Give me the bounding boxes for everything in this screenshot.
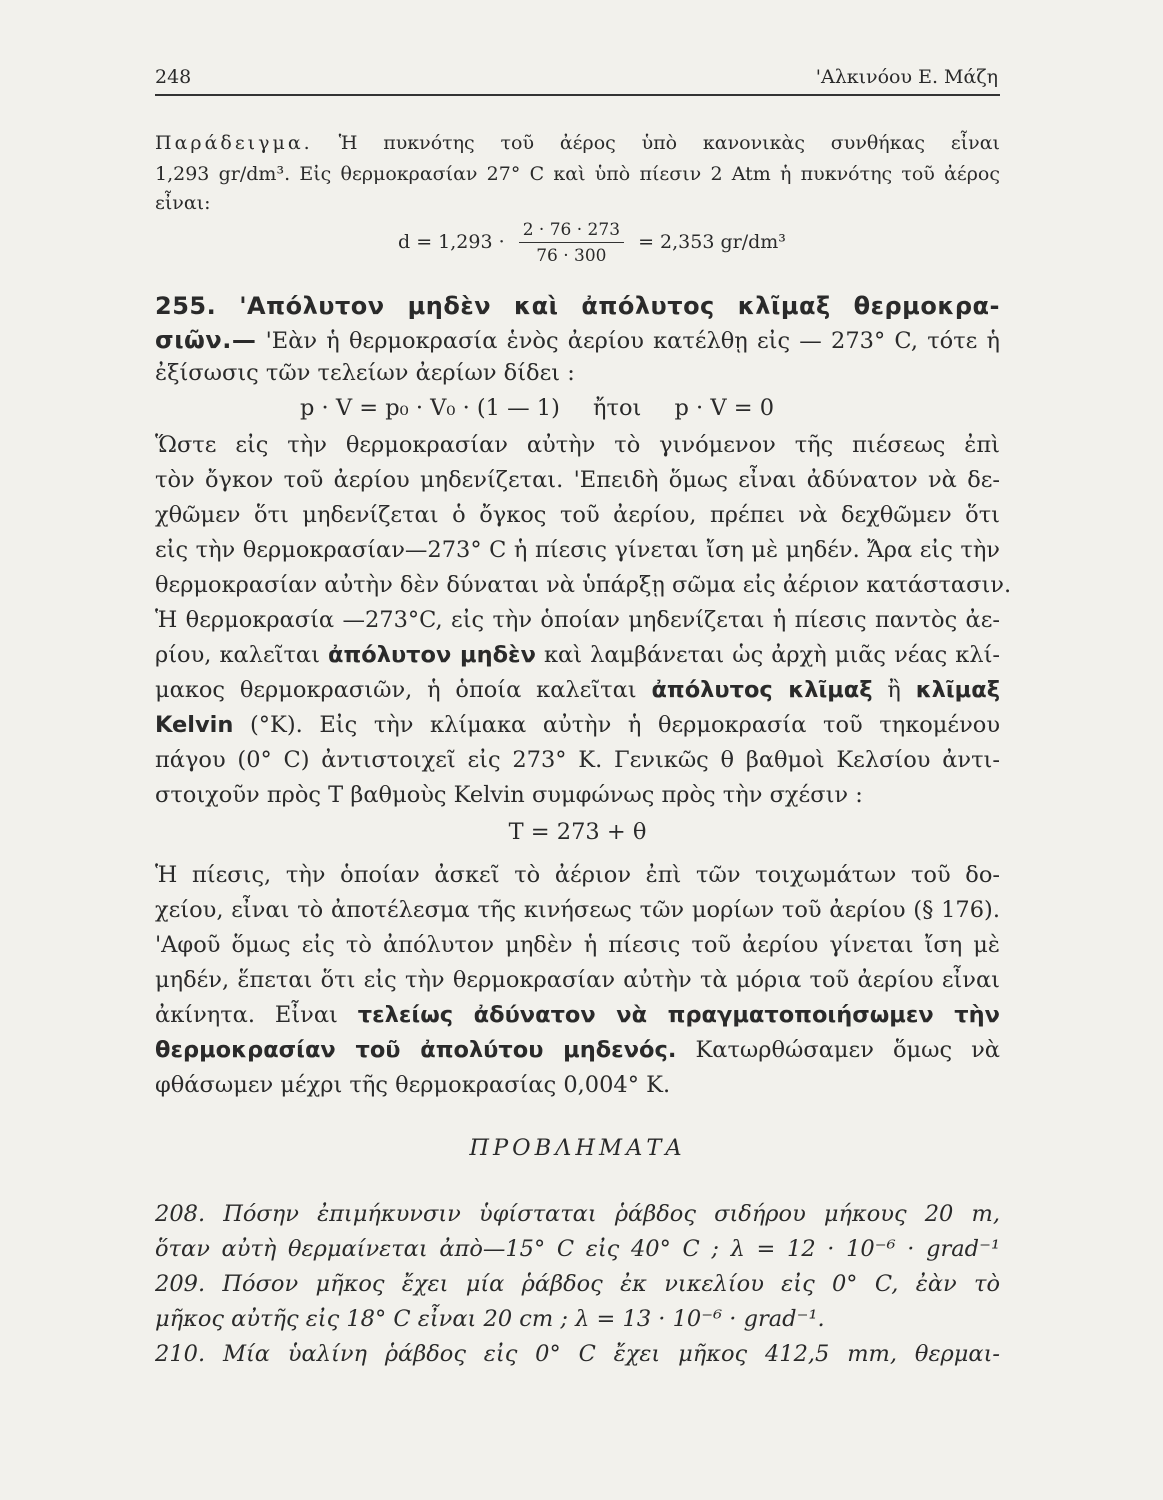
- gas-equation-left: p · V = p₀ · V₀ · (1 — 1): [300, 395, 560, 421]
- example-text: Ἡ πυκνότης τοῦ ἀέρος ὑπὸ κανονικὰς συνθήκας εἶναι: [338, 132, 1000, 154]
- problem-208-line-2: ὅταν αὐτὴ θερμαίνεται ἀπὸ—15° C εἰς 40° C ; λ = 12 · 10⁻⁶ · grad⁻¹: [155, 1236, 1000, 1262]
- body-line-5: θερμοκρασίαν αὐτὴν δὲν δύναται νὰ ὑπάρξῃ σῶμα εἰς ἀέριον κατάστασιν.: [155, 572, 1012, 598]
- section-number: 255.: [155, 292, 217, 320]
- absolute-zero-term: ἀπόλυτον μηδὲν: [328, 642, 536, 668]
- kelvin-term: Kelvin: [155, 712, 234, 738]
- absolute-zero-pre: ρίου, καλεῖται: [155, 642, 320, 668]
- body-line-3: χθῶμεν ὅτι μηδενίζεται ὁ ὄγκος τοῦ ἀερίου, πρέπει νὰ δεχθῶμεν ὅτι: [155, 502, 1000, 528]
- gas-equation-connector: ἤτοι: [593, 395, 642, 421]
- kelvin-scale-or: ἢ: [887, 677, 901, 703]
- running-head-author: 'Αλκινόου Ε. Μάζη: [815, 66, 998, 88]
- body-line-4: εἰς τὴν θερμοκρασίαν—273° C ἡ πίεσις γίνεται ἴση μὲ μηδέν. Ἄρα εἰς τὴν: [155, 537, 1000, 563]
- absolute-scale-term: ἀπόλυτος κλῖμαξ: [651, 677, 873, 703]
- problem-208-line-1: 208. Πόσην ἐπιμήκυνσιν ὑφίσταται ῥάβδος σιδήρου μήκους 20 m,: [155, 1201, 1000, 1227]
- page-number: 248: [155, 66, 192, 88]
- kelvin-scale-line: [155, 677, 1000, 703]
- example-line-3: εἶναι:: [155, 192, 211, 214]
- body-line-7: πάγου (0° C) ἀντιστοιχεῖ εἰς 273° K. Γενικῶς θ βαθμοὶ Κελσίου ἀντι-: [155, 747, 1000, 773]
- section-intro: 'Εὰν ἡ θερμοκρασία ἑνὸς ἀερίου κατέλθῃ εἰς — 273° C, τότε ἡ: [265, 328, 1000, 354]
- body-line-last: φθάσωμεν μέχρι τῆς θερμοκρασίας 0,004° K.: [155, 1072, 671, 1098]
- body-line-1: Ὥστε εἰς τὴν θερμοκρασίαν αὐτὴν τὸ γινόμενον τῆς πιέσεως ἐπὶ: [155, 432, 1000, 458]
- section-title-end: σιῶν.—: [155, 326, 257, 354]
- body-line-10: χείου, εἶναι τὸ ἀποτέλεσμα τῆς κινήσεως τῶν μορίων τοῦ ἀερίου (§ 176).: [155, 897, 1000, 923]
- density-formula-lhs: d = 1,293 ·: [398, 231, 505, 253]
- density-denominator: 76 · 300: [519, 242, 624, 266]
- kelvin-line-rest: (°K). Εἰς τὴν κλίμακα αὐτὴν ἡ θερμοκρασία τοῦ τηκομένου: [250, 712, 1000, 738]
- example-line-1: [155, 132, 1000, 154]
- body-line-8: στοιχοῦν πρὸς T βαθμοὺς Kelvin συμφώνως πρὸς τὴν σχέσιν :: [155, 782, 863, 808]
- body-line-2: τὸν ὄγκον τοῦ ἀερίου μηδενίζεται. 'Επειδὴ ὅμως εἶναι ἀδύνατον νὰ δε-: [155, 467, 1000, 493]
- problems-heading: ΠΡΟΒΛΗΜΑΤΑ: [469, 1135, 686, 1161]
- body-line-11: 'Αφοῦ ὅμως εἰς τὸ ἀπόλυτον μηδὲν ἡ πίεσις τοῦ ἀερίου γίνεται ἴση μὲ: [155, 932, 1000, 958]
- body-line-6: Ἡ θερμοκρασία —273°C, εἰς τὴν ὁποίαν μηδενίζεται ἡ πίεσις παντὸς ἀε-: [155, 607, 1000, 633]
- body-line-12: μηδέν, ἕπεται ὅτι εἰς τὴν θερμοκρασίαν αὐτὴν τὰ μόρια τοῦ ἀερίου εἶναι: [155, 967, 1000, 993]
- scale-term: κλῖμαξ: [915, 677, 1000, 703]
- gas-equation-right: p · V = 0: [674, 395, 775, 421]
- density-formula: [398, 220, 786, 266]
- section-line-3: ἐξίσωσις τῶν τελείων ἀερίων δίδει :: [155, 360, 575, 386]
- section-title-line-1: [155, 292, 1000, 320]
- example-label: Παράδειγμα.: [155, 132, 313, 154]
- problem-209-line-2: μῆκος αὐτῆς εἰς 18° C εἶναι 20 cm ; λ = 13 · 10⁻⁶ · grad⁻¹.: [155, 1306, 825, 1332]
- impossible-term: τελείως ἀδύνατον νὰ πραγματοποιήσωμεν τὴν: [357, 1002, 1000, 1028]
- absolute-zero-post: καὶ λαμβάνεται ὡς ἀρχὴ μιᾶς νέας κλί-: [543, 642, 1001, 668]
- impossible-term-end: θερμοκρασίαν τοῦ ἀπολύτου μηδενός.: [155, 1037, 677, 1063]
- kelvin-formula: T = 273 + θ: [508, 819, 647, 845]
- problem-210-line-1: 210. Μία ὑαλίνη ῥάβδος εἰς 0° C ἔχει μῆκος 412,5 mm, θερμαι-: [155, 1341, 1000, 1367]
- density-formula-rhs: = 2,353 gr/dm³: [638, 231, 786, 253]
- body-line-9: Ἡ πίεσις, τὴν ὁποίαν ἀσκεῖ τὸ ἀέριον ἐπὶ τῶν τοιχωμάτων τοῦ δο-: [155, 862, 1000, 888]
- kelvin-scale-pre: μακος θερμοκρασιῶν, ἡ ὁποία καλεῖται: [155, 677, 637, 703]
- impossible-post: Κατωρθώσαμεν ὅμως νὰ: [695, 1037, 1001, 1063]
- impossible-line-1: [155, 1002, 1000, 1028]
- density-numerator: 2 · 76 · 273: [522, 220, 621, 240]
- gas-equation: [300, 395, 774, 421]
- impossible-pre: ἀκίνητα. Εἶναι: [155, 1002, 338, 1028]
- kelvin-line: [155, 712, 1000, 738]
- density-fraction: [519, 220, 624, 266]
- problem-209-line-1: 209. Πόσον μῆκος ἔχει μία ῥάβδος ἐκ νικελίου εἰς 0° C, ἐὰν τὸ: [155, 1271, 1000, 1297]
- impossible-line-2: [155, 1037, 1000, 1063]
- section-title: 'Απόλυτον μηδὲν καὶ ἀπόλυτος κλῖμαξ θερμοκρα-: [239, 292, 1000, 320]
- example-line-2: 1,293 gr/dm³. Εἰς θερμοκρασίαν 27° C καὶ ὑπὸ πίεσιν 2 Atm ἡ πυκνότης τοῦ ἀέρος: [155, 163, 1000, 185]
- page-header: [155, 62, 1000, 96]
- section-line-2: [155, 326, 1000, 354]
- absolute-zero-line: [155, 642, 1000, 668]
